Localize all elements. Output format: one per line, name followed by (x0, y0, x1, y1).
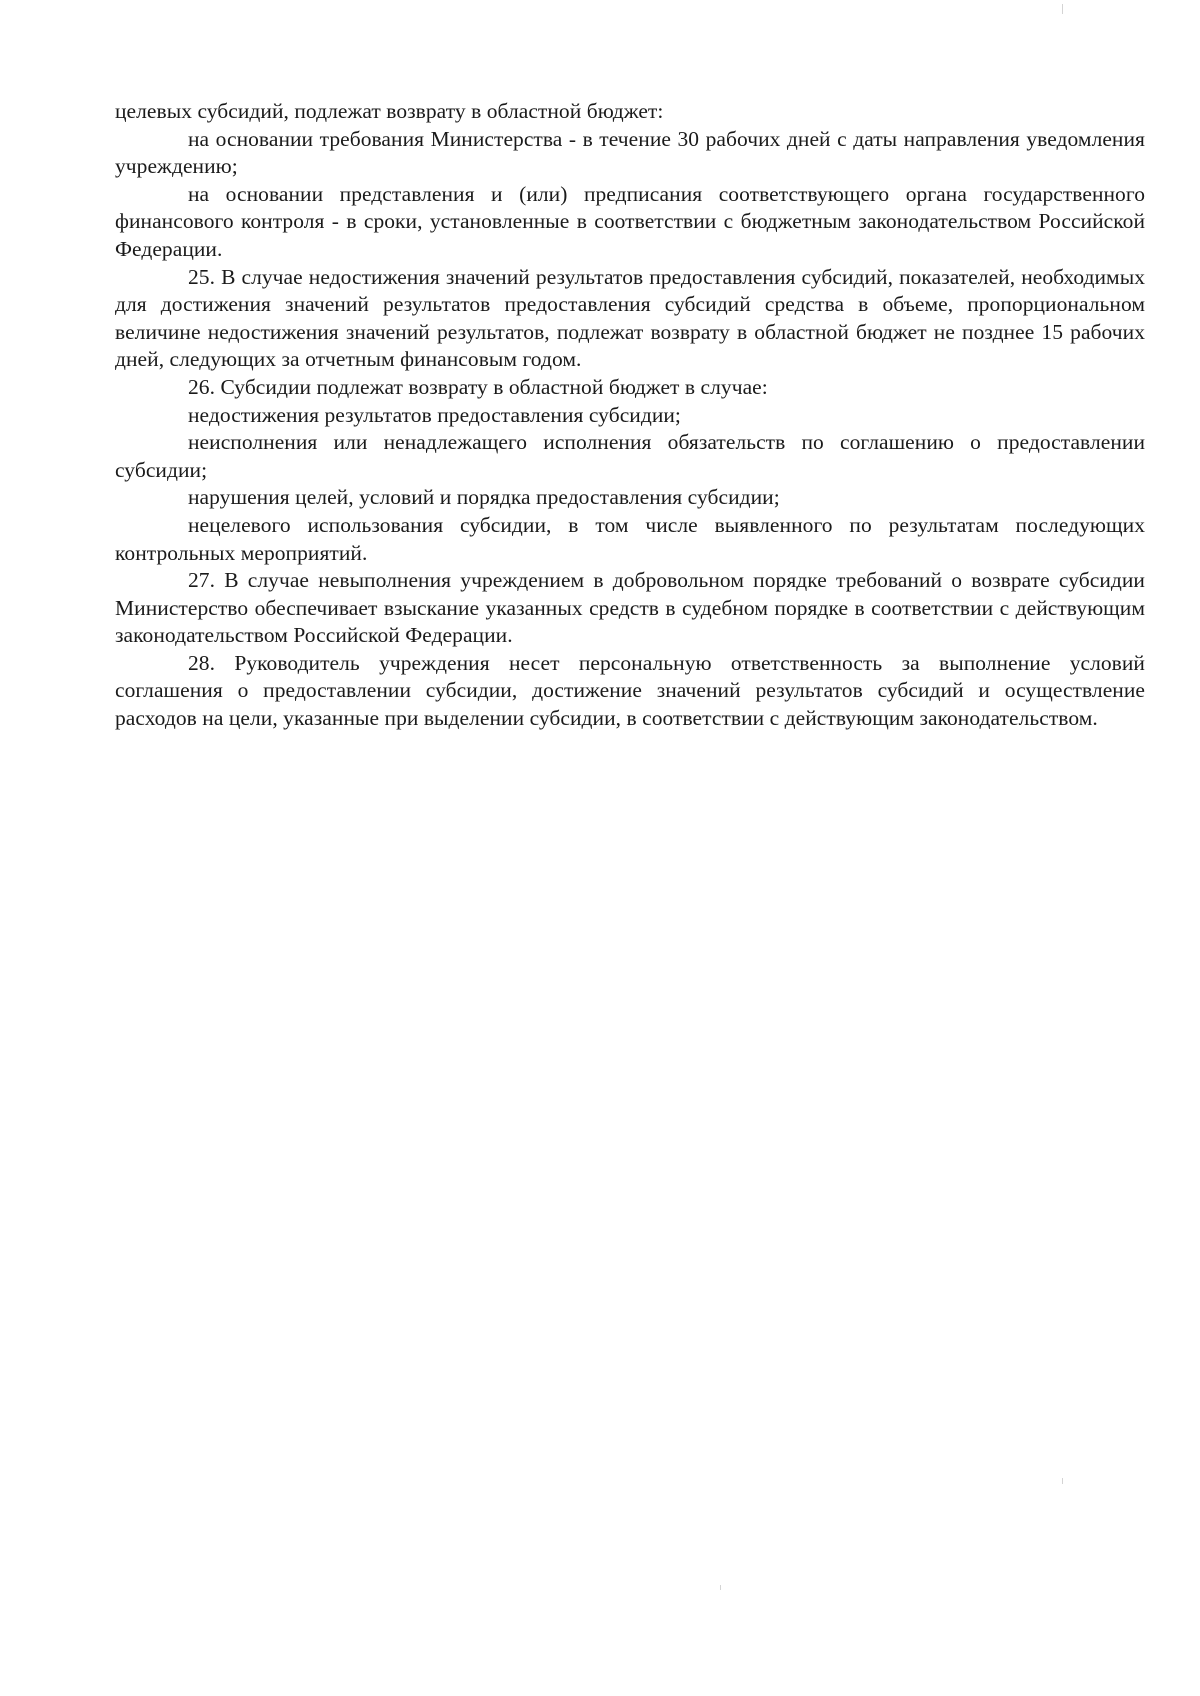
paragraph-financial-control: на основании представления и (или) предписания соответствующего органа государственного финансового контроля - в сроки, установленные в соответствии с бюджетным законодательством Российской Федерации. (115, 181, 1145, 261)
scan-mark (1062, 1478, 1063, 1484)
paragraph-clause-26-item-1: недостижения результатов предоставления субсидии; (188, 402, 681, 427)
paragraph-clause-26-item-3: нарушения целей, условий и порядка предоставления субсидии; (188, 485, 780, 510)
paragraph-continuation: целевых субсидий, подлежат возврату в областной бюджет: (115, 99, 664, 123)
paragraph-clause-26: 26. Субсидии подлежат возврату в областной бюджет в случае: (188, 374, 768, 399)
paragraph-ministry-requirement: на основании требования Министерства - в течение 30 рабочих дней с даты направления уведомления учреждению; (115, 126, 1145, 179)
scan-mark (720, 1585, 721, 1590)
paragraph-clause-26-item-4: нецелевого использования субсидии, в том числе выявленного по результатам последующих контрольных мероприятий. (115, 512, 1145, 565)
paragraph-clause-28: 28. Руководитель учреждения несет персональную ответственность за выполнение условий соглашения о предоставлении субсидии, достижение значений результатов субсидий и осуществление расходов на цели, указанные при выделении субсидии, в соответствии с действующим законодательством. (115, 650, 1145, 731)
document-body (115, 98, 1145, 733)
paragraph-clause-26-item-2: неисполнения или ненадлежащего исполнения обязательств по соглашению о предоставлении субсидии; (115, 430, 1145, 482)
scan-mark (1062, 4, 1063, 14)
paragraph-clause-27: 27. В случае невыполнения учреждением в добровольном порядке требований о возврате субсидии Министерство обеспечивает взыскание указанных средств в судебном порядке в соответствии с действующим законодательством Российской Федерации. (115, 568, 1145, 648)
paragraph-clause-25: 25. В случае недостижения значений результатов предоставления субсидий, показателей, необходимых для достижения значений результатов предоставления субсидий средства в объеме, пропорциональном величине недостижения значений результатов, подлежат возврату в областной бюджет не позднее 15 рабочих дней, следующих за отчетным финансовым годом. (115, 264, 1145, 372)
